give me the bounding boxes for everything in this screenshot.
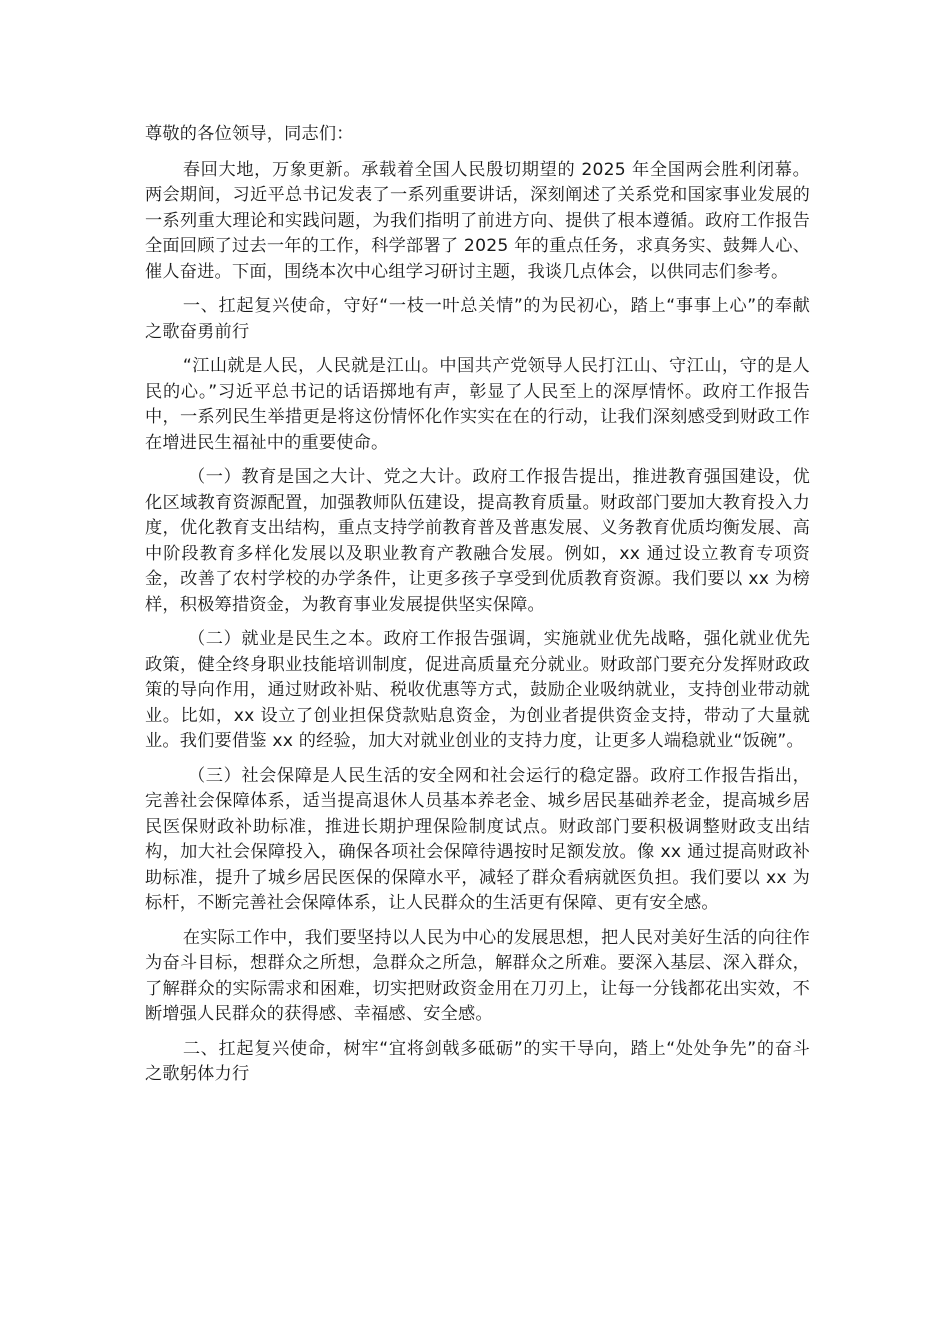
section-heading-2: 二、扛起复兴使命，树牢“宜将剑戟多砥砺”的实干导向，踏上“处处争先”的奋斗之歌躬体力行 (145, 1038, 810, 1084)
paragraph-social-security: （三）社会保障是人民生活的安全网和社会运行的稳定器。政府工作报告指出，完善社会保障体系，适当提高退休人员基本养老金、城乡居民基础养老金，提高城乡居民医保财政补助标准，推进长期护理保险制度试点。财政部门要积极调整财政支出结构，加大社会保障投入，确保各项社会保障待遇按时足额发放。像 xx 通过提高财政补助标准，提升了城乡居民医保的保障水平，减轻了群众看病就医负担。我们要以 xx 为标杆，不断完善社会保障体系，让人民群众的生活更有保障、更有安全感。 (145, 765, 810, 913)
paragraph-education: （一）教育是国之大计、党之大计。政府工作报告提出，推进教育强国建设，优化区域教育资源配置，加强教师队伍建设，提高教育质量。财政部门要加大教育投入力度，优化教育支出结构，重点支持学前教育普及普惠发展、义务教育优质均衡发展、高中阶段教育多样化发展以及职业教育产教融合发展。例如，xx 通过设立教育专项资金，改善了农村学校的办学条件，让更多孩子享受到优质教育资源。我们要以 xx 为榜样，积极筹措资金，为教育事业发展提供坚实保障。 (145, 467, 810, 615)
document-body (145, 122, 810, 1097)
greeting: 尊敬的各位领导，同志们： (145, 124, 354, 144)
paragraph-quote: “江山就是人民，人民就是江山。中国共产党领导人民打江山、守江山，守的是人民的心。”习近平总书记的话语掷地有声，彰显了人民至上的深厚情怀。政府工作报告中，一系列民生举措更是将这份情怀化作实实在在的行动，让我们深刻感受到财政工作在增进民生福祉中的重要使命。 (145, 356, 810, 453)
paragraph-employment: （二）就业是民生之本。政府工作报告强调，实施就业优先战略，强化就业优先政策，健全终身职业技能培训制度，促进高质量充分就业。财政部门要充分发挥财政政策的导向作用，通过财政补贴、税收优惠等方式，鼓励企业吸纳就业，支持创业带动就业。比如，xx 设立了创业担保贷款贴息资金，为创业者提供资金支持，带动了大量就业。我们要借鉴 xx 的经验，加大对就业创业的支持力度，让更多人端稳就业“饭碗”。 (145, 629, 810, 751)
section-heading-1: 一、扛起复兴使命，守好“一枝一叶总关情”的为民初心，踏上“事事上心”的奉献之歌奋勇前行 (145, 296, 810, 342)
paragraph-practice: 在实际工作中，我们要坚持以人民为中心的发展思想，把人民对美好生活的向往作为奋斗目标，想群众之所想，急群众之所急，解群众之所难。要深入基层、深入群众，了解群众的实际需求和困难，切实把财政资金用在刀刃上，让每一分钱都花出实效，不断增强人民群众的获得感、幸福感、安全感。 (145, 927, 810, 1024)
paragraph-intro: 春回大地，万象更新。承载着全国人民殷切期望的 2025 年全国两会胜利闭幕。两会期间，习近平总书记发表了一系列重要讲话，深刻阐述了关系党和国家事业发展的一系列重大理论和实践问题，为我们指明了前进方向、提供了根本遵循。政府工作报告全面回顾了过去一年的工作，科学部署了 2025 年的重点任务，求真务实、鼓舞人心、催人奋进。下面，围绕本次中心组学习研讨主题，我谈几点体会，以供同志们参考。 (145, 159, 810, 282)
